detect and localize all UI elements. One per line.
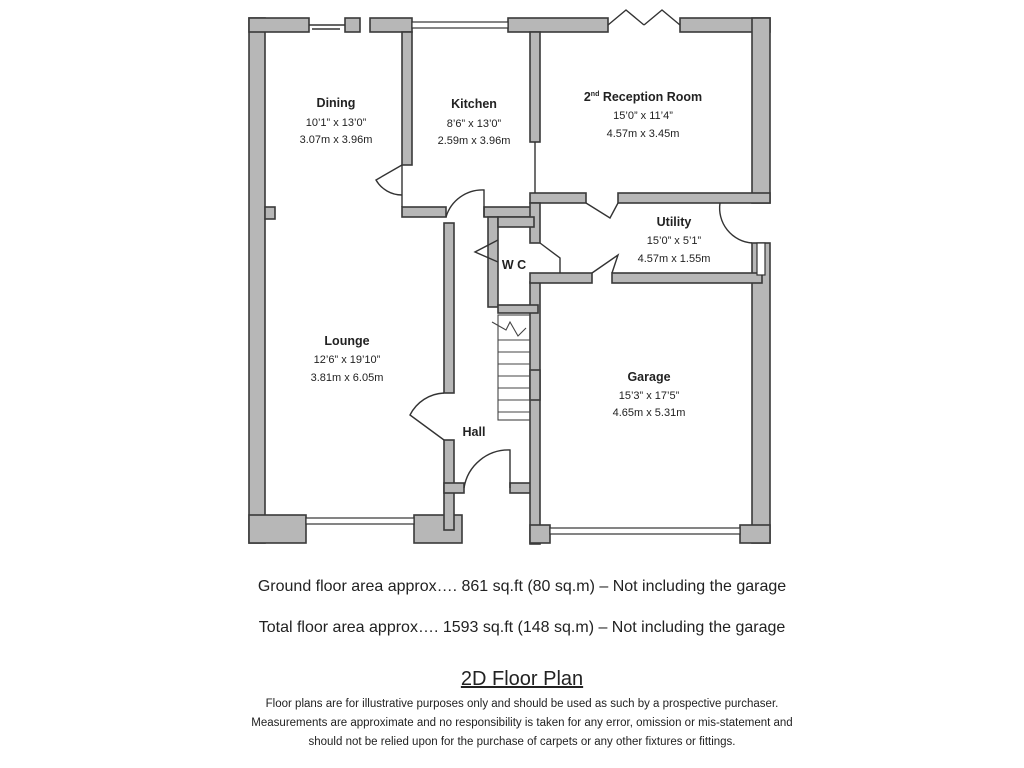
room-kitchen [438,97,511,147]
room-utility [638,215,711,265]
reception-metric: 4.57m x 3.45m [606,128,680,140]
reception-label-suffix: nd [590,91,600,98]
utility-metric: 4.57m x 1.55m [637,253,711,265]
lounge-label: Lounge [324,334,370,348]
kitchen-metric: 2.59m x 3.96m [437,135,511,147]
total-floor-area: Total floor area approx…. 1593 sq.ft (148 sq.m) – Not including the garage [258,619,786,636]
disclaimer-line-2: Measurements are approximate and no responsibility is taken for any error, omission or mis-statement and [251,717,793,729]
doors [376,10,752,488]
kitchen-imperial: 8’6” x 13’0” [446,118,502,130]
wc-label: W C [501,258,527,272]
utility-label: Utility [656,215,692,229]
reception-imperial: 15’0” x 11’4” [613,110,673,122]
lounge-metric: 3.81m x 6.05m [310,372,384,384]
disclaimer-line-1: Floor plans are for illustrative purposes only and should be used as such by a prospective purchaser. [265,698,779,710]
dining-label: Dining [316,96,356,110]
kitchen-label: Kitchen [451,97,497,111]
reception-label [584,90,702,104]
garage-imperial: 15’3” x 17’5” [618,390,680,402]
hall-label: Hall [462,425,486,439]
reception-label-number: 2 [583,90,591,104]
reception-label-text: Reception Room [599,90,703,104]
dining-metric: 3.07m x 3.96m [299,134,373,146]
room-lounge [311,334,384,384]
lounge-imperial: 12’6” x 19’10” [313,354,381,366]
staircase [492,315,530,420]
room-dining [300,96,373,146]
room-garage [613,370,686,419]
garage-label: Garage [627,370,671,384]
utility-imperial: 15’0” x 5’1” [646,235,702,247]
floor-plan-heading: 2D Floor Plan [460,668,584,690]
ground-floor-area: Ground floor area approx…. 861 sq.ft (80 sq.m) – Not including the garage [257,578,787,595]
garage-metric: 4.65m x 5.31m [612,407,686,419]
room-wc [502,258,526,272]
dining-imperial: 10’1” x 13’0” [305,117,367,129]
disclaimer-line-3: should not be relied upon for the purchase of carpets or any other fixtures or fittings. [308,736,736,748]
room-second-reception [584,90,702,140]
room-hall [463,425,486,439]
